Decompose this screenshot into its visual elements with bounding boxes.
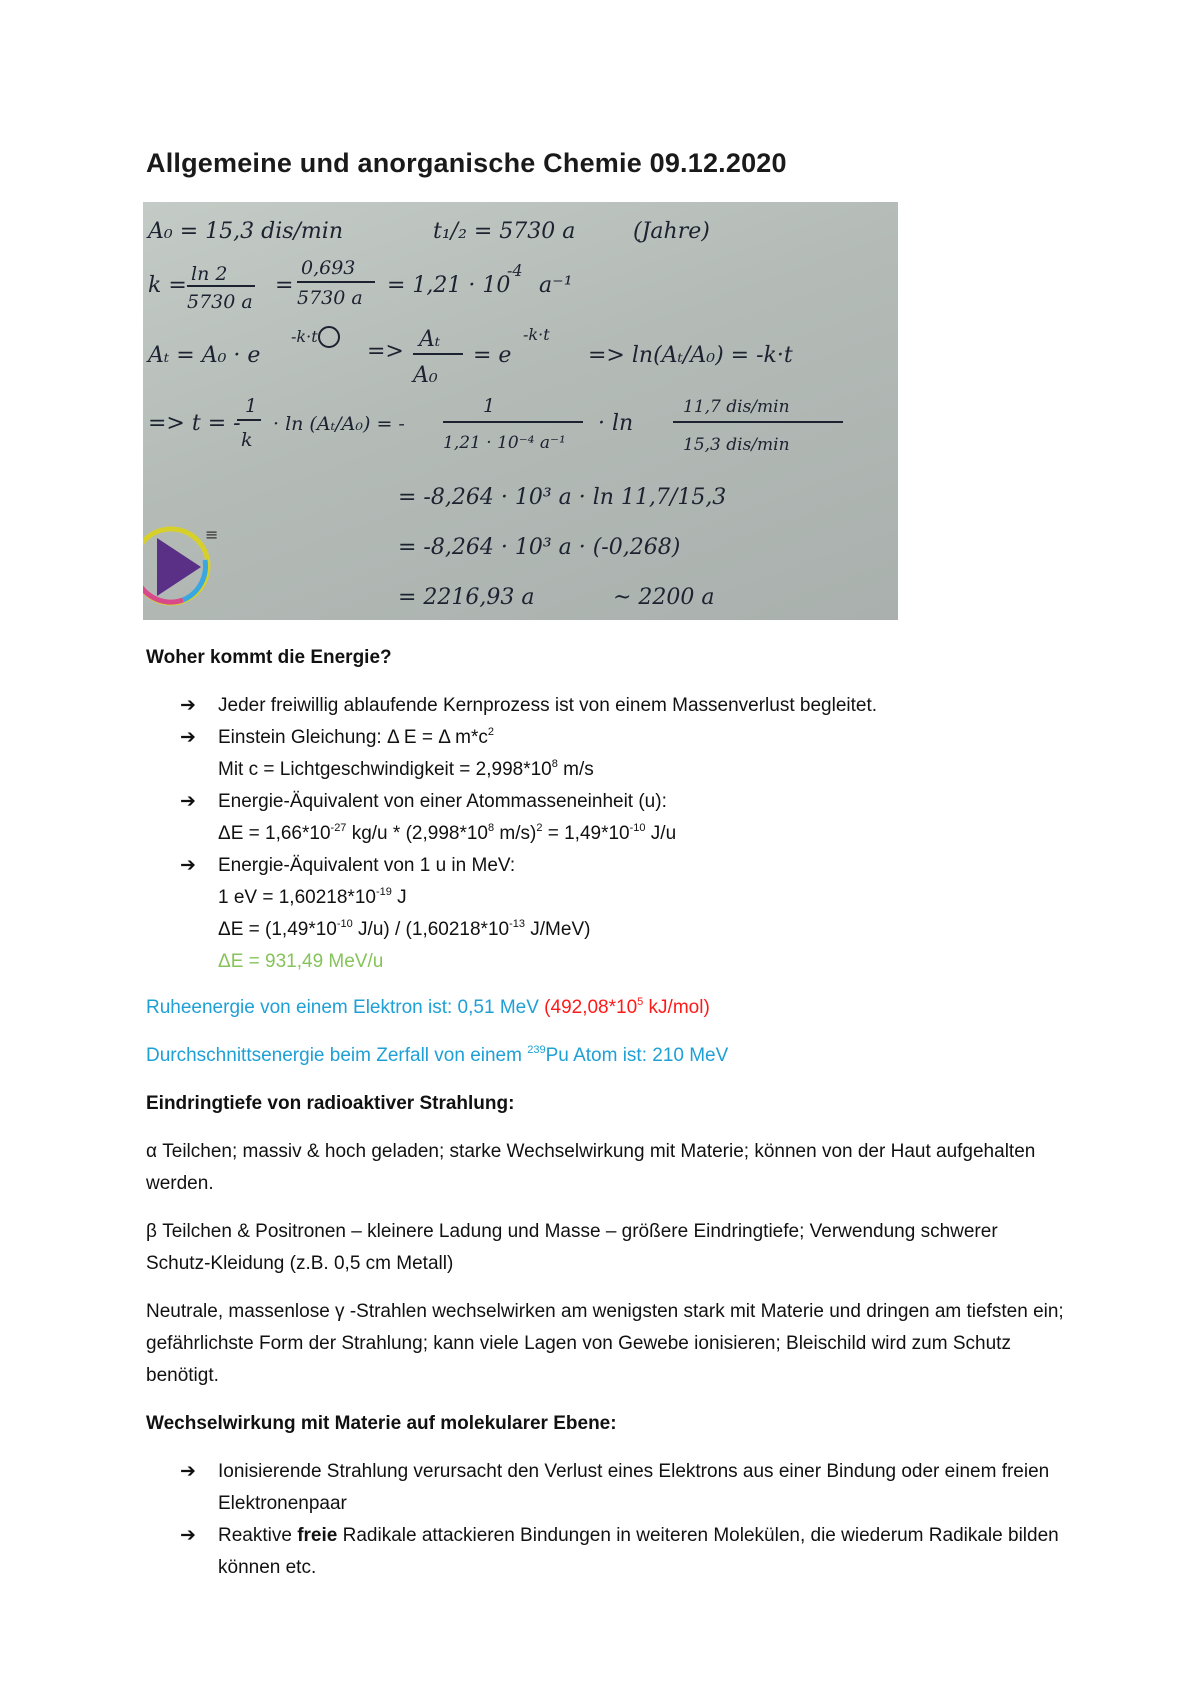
handwritten-calculation — [143, 202, 898, 620]
arrow-icon: ➔ — [180, 1525, 196, 1546]
hw-line6: = -8,264 · 10³ a · (-0,268) — [398, 535, 681, 560]
mev-calculation: $\Delta E = (1,49*10^{-10}$ $J/u) / (1,60218*10^{-13}$ J/MeV) — [218, 918, 591, 940]
hw-line3-a: Aₜ = A₀ · e — [148, 343, 261, 368]
page-title: Allgemeine und anorganische Chemie 09.12.2020 — [146, 148, 787, 178]
beta-paragraph: β Teilchen & Positronen – kleinere Ladung und Masse – größere Eindringtiefe; Verwendung schwerer Schutz-Kleidung (z.B. 0,5 cm Metall) — [146, 1221, 998, 1274]
list-item — [180, 850, 1080, 978]
hw-line3-frac-num: Aₜ — [419, 327, 441, 352]
hw-line3-d: => ln(Aₜ/A₀) = -k·t — [588, 343, 793, 368]
list-item — [180, 722, 1080, 786]
speed-of-light-line: Mit c = Lichtgeschwindigkeit = $2,998*10^8$ m/s — [218, 758, 594, 780]
decay-energy: Durchschnittsenergie beim Zerfall von einem $^{239}$Pu Atom ist: 210 MeV — [146, 1044, 729, 1066]
electron-rest-energy: Ruheenergie von einem Elektron ist: 0,51 MeV ($492,08*10^5$ kJ/mol) — [146, 996, 710, 1018]
arrow-icon: ➔ — [180, 727, 196, 748]
hw-line4-num2: 11,7 dis/min — [683, 397, 790, 417]
hw-line3-c-exp: -k·t — [523, 325, 550, 344]
section-heading-penetration: Eindringtiefe von radioaktiver Strahlung: — [146, 1093, 515, 1114]
hw-line4-ln2: · ln — [598, 411, 634, 436]
section-heading-energy: Woher kommt die Energie? — [146, 647, 392, 668]
hw-line3-a-exp: -k·t — [291, 327, 318, 346]
mev-result: ΔE = 931,49 MeV/u — [218, 951, 384, 972]
ev-definition: 1 eV = $1,60218*10^{-19}$ J — [218, 886, 407, 908]
hw-line2-unit: a⁻¹ — [539, 273, 573, 298]
hw-line2-exp: -4 — [507, 261, 523, 280]
arrow-icon: ➔ — [180, 1461, 196, 1482]
hw-line4-ln: · ln (Aₜ/A₀) = - — [273, 413, 405, 435]
video-play-icon[interactable] — [143, 529, 208, 603]
whiteboard-image — [143, 202, 898, 620]
hw-line4-den2: 15,3 dis/min — [683, 435, 790, 455]
list-item — [180, 690, 1080, 722]
list-item-text: Jeder freiwillig ablaufende Kernprozess ist von einem Massenverlust begleitet. — [218, 695, 878, 716]
section-heading-molecular: Wechselwirkung mit Materie auf molekularer Ebene: — [146, 1413, 617, 1434]
arrow-icon: ➔ — [180, 855, 196, 876]
hw-line3-frac-den: A₀ — [413, 363, 438, 388]
hw-line2-k: k = — [148, 273, 187, 298]
hw-line5: = -8,264 · 10³ a · ln 11,7/15,3 — [398, 485, 727, 510]
hw-line2-result: = 1,21 · 10 — [387, 273, 511, 298]
mev-equivalent-label: Energie-Äquivalent von 1 u in MeV: — [218, 855, 516, 876]
alpha-paragraph: α Teilchen; massiv & hoch geladen; starke Wechselwirkung mit Materie; können von der Haut aufgehalten werden. — [146, 1141, 1036, 1194]
hw-line4-k: k — [241, 429, 253, 451]
hw-line4-den: 1,21 · 10⁻⁴ a⁻¹ — [443, 433, 566, 453]
hw-line1-a: A₀ = 15,3 dis/min — [148, 219, 343, 244]
hw-line1-c: (Jahre) — [633, 219, 710, 244]
arrow-icon: ➔ — [180, 695, 196, 716]
hw-line3-c: = e — [473, 343, 512, 368]
hw-line4-a: => t = - — [148, 411, 241, 436]
hw-line4-one: 1 — [245, 395, 258, 417]
hw-line7-b: ~ 2200 a — [613, 585, 715, 610]
hw-line2-num1: ln 2 — [191, 263, 228, 285]
einstein-equation: Einstein Gleichung: Δ E = Δ $m*c^2$ — [218, 726, 495, 748]
list-item — [180, 1520, 1080, 1584]
hw-line3-b: => — [367, 339, 404, 364]
list-item — [180, 786, 1080, 850]
amu-equivalent-equation: $\Delta E = 1,66*10^{-27}$ $kg/u * (2,998*10^8$ $m/s)^2 = 1,49*10^{-10}$ J/u — [218, 822, 677, 844]
list-item — [180, 1456, 1080, 1520]
arrow-icon: ➔ — [180, 791, 196, 812]
hw-line2-den1: 5730 a — [187, 291, 253, 313]
hw-equals-1: = — [275, 273, 294, 298]
hw-line4-num: 1 — [483, 395, 496, 417]
hw-line7-a: = 2216,93 a — [398, 585, 535, 610]
hw-line2-num2: 0,693 — [301, 257, 356, 279]
gamma-paragraph: Neutrale, massenlose γ -Strahlen wechselwirken am wenigsten stark mit Materie und dringen am tiefsten ein; gefährlichste Form der Strahlung; kann viele Lagen von Gewebe ionisieren; Bleischild wird zum Schutz benötigt. — [146, 1301, 1064, 1386]
hw-line1-b: t₁/₂ = 5730 a — [433, 219, 576, 244]
menu-icon[interactable]: ≡ — [205, 525, 219, 544]
hw-circle-mark — [319, 327, 339, 347]
list-item-text: Ionisierende Strahlung verursacht den Verlust eines Elektrons aus einer Bindung oder einem freien Elektronenpaar — [218, 1461, 1050, 1514]
list-item-text: Reaktive freie Radikale attackieren Bindungen in weiteren Molekülen, die wiederum Radikale bilden können etc. — [218, 1525, 1059, 1578]
hw-line2-den2: 5730 a — [297, 287, 363, 309]
amu-equivalent-label: Energie-Äquivalent von einer Atommasseneinheit (u): — [218, 791, 667, 812]
